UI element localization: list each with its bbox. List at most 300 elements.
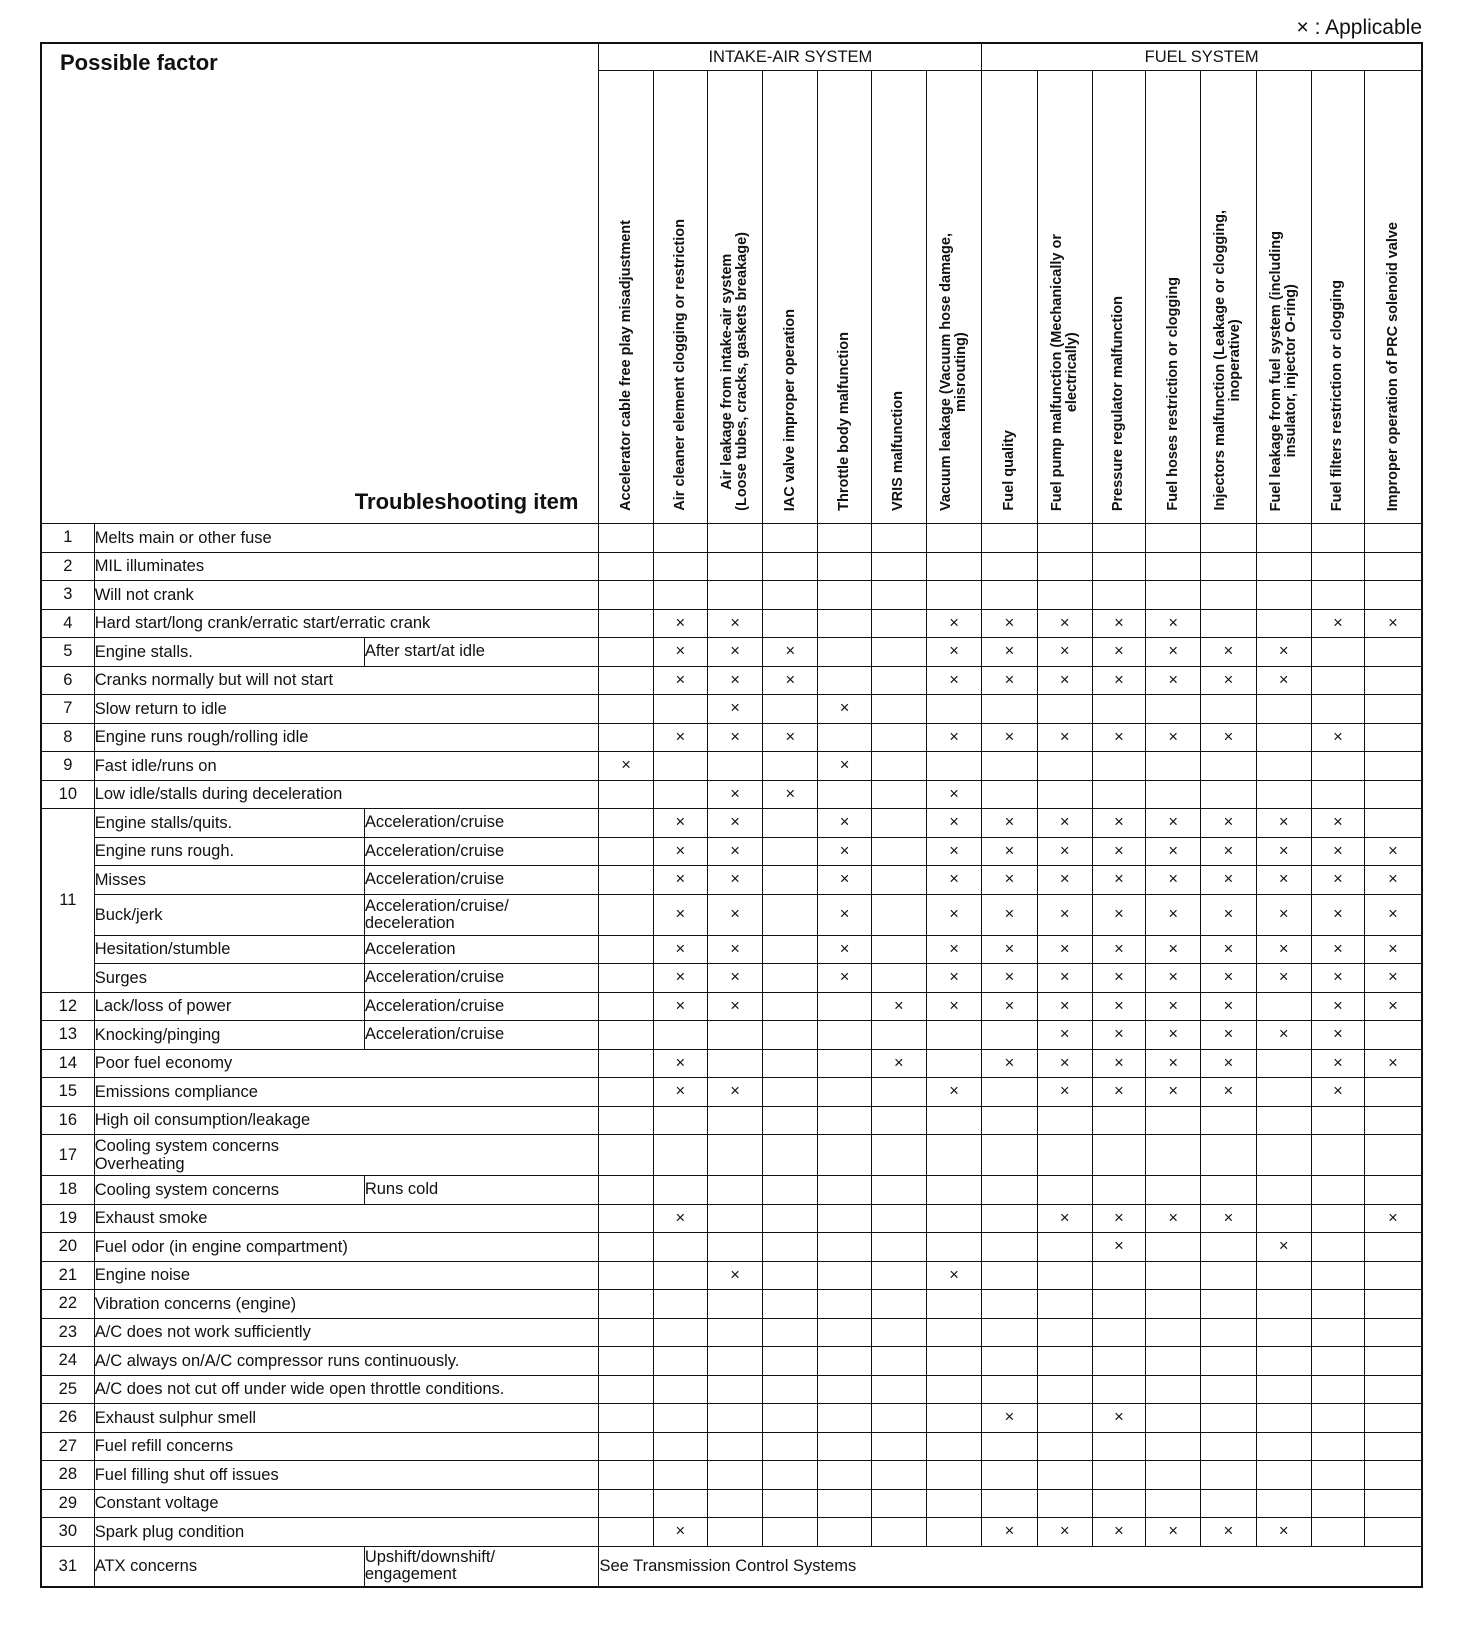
- matrix-cell: [653, 1347, 707, 1376]
- applicable-mark: ×: [1168, 841, 1178, 860]
- applicable-mark: ×: [1168, 642, 1178, 661]
- matrix-cell: [1037, 1261, 1092, 1290]
- table-row: [41, 1489, 1422, 1518]
- applicable-mark: ×: [1059, 670, 1070, 689]
- applicable-mark: ×: [839, 813, 850, 832]
- matrix-cell: [818, 752, 871, 781]
- applicable-mark: ×: [1333, 813, 1343, 832]
- matrix-cell: [1256, 1489, 1311, 1518]
- applicable-mark: ×: [730, 870, 740, 889]
- applicable-mark: ×: [1059, 813, 1070, 832]
- column-header-label: Pressure regulator malfunction: [1110, 295, 1127, 511]
- applicable-mark: ×: [1333, 613, 1343, 632]
- column-header: [926, 71, 981, 524]
- trouble-condition: After start/at idle: [364, 638, 599, 667]
- matrix-cell: [653, 1135, 707, 1176]
- matrix-cell: [763, 1204, 818, 1233]
- matrix-cell: [1365, 964, 1423, 993]
- matrix-cell: [1092, 1375, 1145, 1404]
- matrix-cell: [926, 666, 981, 695]
- matrix-cell: [1146, 666, 1201, 695]
- applicable-mark: ×: [1168, 1082, 1178, 1101]
- trouble-item: A/C does not cut off under wide open throttle conditions.: [94, 1375, 599, 1404]
- matrix-cell: [926, 837, 981, 866]
- matrix-cell: [1037, 1204, 1092, 1233]
- column-header-label: Fuel quality: [1000, 430, 1017, 511]
- matrix-cell: [871, 609, 926, 638]
- row-number: 10: [41, 780, 94, 809]
- applicable-mark: ×: [839, 968, 850, 987]
- applicable-mark: ×: [1004, 727, 1015, 746]
- applicable-mark: ×: [1004, 968, 1015, 987]
- applicable-mark: ×: [730, 1082, 740, 1101]
- matrix-cell: [1201, 1135, 1256, 1176]
- matrix-cell: [763, 809, 818, 838]
- matrix-cell: [1311, 1347, 1364, 1376]
- applicable-mark: ×: [949, 968, 959, 987]
- matrix-cell: [982, 1078, 1037, 1107]
- applicable-mark: ×: [1004, 996, 1015, 1015]
- applicable-mark: ×: [1114, 1237, 1124, 1256]
- matrix-cell: [926, 1518, 981, 1547]
- applicable-mark: ×: [1333, 727, 1343, 746]
- row-number: 27: [41, 1432, 94, 1461]
- row-number: 24: [41, 1347, 94, 1376]
- matrix-cell: [1201, 1518, 1256, 1547]
- table-row: [41, 992, 1422, 1021]
- trouble-item: Low idle/stalls during deceleration: [94, 780, 599, 809]
- matrix-cell: [1365, 752, 1423, 781]
- matrix-cell: [1201, 1290, 1256, 1319]
- applicable-mark: ×: [1333, 996, 1343, 1015]
- matrix-cell: [926, 638, 981, 667]
- matrix-cell: [599, 1106, 653, 1135]
- table-row: [41, 1021, 1422, 1050]
- matrix-cell: [653, 964, 707, 993]
- matrix-cell: [1365, 1078, 1423, 1107]
- matrix-cell: [818, 1135, 871, 1176]
- matrix-cell: [1146, 1404, 1201, 1433]
- matrix-cell: [1201, 1021, 1256, 1050]
- matrix-cell: [1365, 1404, 1423, 1433]
- matrix-cell: [1146, 723, 1201, 752]
- trouble-item: Engine stalls/quits.: [94, 809, 364, 838]
- matrix-cell: [1092, 1261, 1145, 1290]
- matrix-cell: [1037, 1176, 1092, 1205]
- matrix-cell: [763, 1404, 818, 1433]
- matrix-cell: [1092, 1518, 1145, 1547]
- matrix-cell: [763, 1518, 818, 1547]
- possible-factor-label: Possible factor: [60, 50, 218, 75]
- matrix-cell: [653, 1078, 707, 1107]
- applicable-mark: ×: [1223, 968, 1234, 987]
- matrix-cell: [1092, 992, 1145, 1021]
- column-header-label: Improper operation of PRC solenoid valve: [1384, 221, 1401, 511]
- matrix-cell: [1365, 1375, 1423, 1404]
- matrix-cell: [1092, 581, 1145, 610]
- trouble-item: Exhaust smoke: [94, 1204, 599, 1233]
- applicable-mark: ×: [675, 1082, 686, 1101]
- matrix-cell: [653, 992, 707, 1021]
- matrix-cell: [818, 666, 871, 695]
- column-header: [1365, 71, 1423, 524]
- matrix-cell: [599, 609, 653, 638]
- matrix-cell: [653, 552, 707, 581]
- matrix-cell: [707, 1290, 762, 1319]
- row-number: 8: [41, 723, 94, 752]
- table-row: [41, 1078, 1422, 1107]
- matrix-cell: [1037, 935, 1092, 964]
- applicable-mark: ×: [1388, 1053, 1398, 1072]
- matrix-cell: [926, 1233, 981, 1262]
- matrix-cell: [1365, 638, 1423, 667]
- matrix-cell: [982, 695, 1037, 724]
- matrix-cell: [1256, 581, 1311, 610]
- applicable-mark: ×: [1388, 905, 1398, 923]
- trouble-item: Buck/jerk: [94, 894, 364, 935]
- matrix-cell: [707, 894, 762, 935]
- matrix-cell: [982, 1347, 1037, 1376]
- matrix-cell: [707, 1233, 762, 1262]
- applicable-mark: ×: [1114, 1408, 1124, 1427]
- applicable-mark: ×: [1168, 996, 1178, 1015]
- applicable-mark: ×: [730, 670, 740, 689]
- matrix-cell: [1037, 780, 1092, 809]
- matrix-cell: [1256, 1375, 1311, 1404]
- applicable-mark: ×: [1059, 939, 1070, 958]
- matrix-cell: [926, 581, 981, 610]
- matrix-cell: [1311, 1518, 1364, 1547]
- matrix-cell: [1365, 1461, 1423, 1490]
- applicable-mark: ×: [1004, 870, 1015, 889]
- matrix-cell: [599, 638, 653, 667]
- row-number: 21: [41, 1261, 94, 1290]
- matrix-cell: [926, 1261, 981, 1290]
- matrix-cell: [1092, 866, 1145, 895]
- matrix-cell: [1201, 1078, 1256, 1107]
- applicable-mark: ×: [785, 670, 796, 689]
- applicable-mark: ×: [1114, 870, 1124, 889]
- matrix-cell: [871, 723, 926, 752]
- matrix-cell: [871, 1404, 926, 1433]
- matrix-cell: [763, 666, 818, 695]
- applicable-mark: ×: [1333, 1053, 1343, 1072]
- trouble-item: Fuel filling shut off issues: [94, 1461, 599, 1490]
- matrix-cell: [818, 1261, 871, 1290]
- matrix-cell: [1365, 780, 1423, 809]
- matrix-cell: [926, 1375, 981, 1404]
- matrix-cell: [926, 609, 981, 638]
- applicable-mark: ×: [621, 756, 631, 775]
- matrix-cell: [1037, 638, 1092, 667]
- matrix-cell: [599, 1078, 653, 1107]
- applicable-mark: ×: [893, 1053, 904, 1072]
- applicable-mark: ×: [730, 968, 740, 987]
- matrix-cell: [982, 1049, 1037, 1078]
- matrix-cell: [871, 552, 926, 581]
- matrix-cell: [1256, 723, 1311, 752]
- matrix-cell: [707, 1461, 762, 1490]
- matrix-cell: [1256, 695, 1311, 724]
- matrix-cell: [1201, 1049, 1256, 1078]
- applicable-mark: ×: [1059, 1082, 1070, 1101]
- matrix-cell: [1256, 866, 1311, 895]
- trouble-item: Hard start/long crank/erratic start/erratic crank: [94, 609, 599, 638]
- applicable-mark: ×: [1114, 968, 1124, 987]
- applicable-mark: ×: [1278, 968, 1289, 987]
- matrix-cell: [1365, 1318, 1423, 1347]
- matrix-cell: [1365, 1021, 1423, 1050]
- applicable-mark: ×: [1114, 1053, 1124, 1072]
- matrix-cell: [871, 780, 926, 809]
- matrix-cell: [871, 1290, 926, 1319]
- matrix-cell: [653, 723, 707, 752]
- matrix-cell: [1256, 1518, 1311, 1547]
- matrix-cell: [599, 866, 653, 895]
- table-row: [41, 723, 1422, 752]
- matrix-cell: [599, 752, 653, 781]
- applicable-mark: ×: [730, 699, 740, 718]
- applicable-mark: ×: [839, 870, 850, 889]
- matrix-cell: [653, 666, 707, 695]
- matrix-cell: [1256, 1049, 1311, 1078]
- row-number: 1: [41, 524, 94, 553]
- matrix-cell: [1201, 1233, 1256, 1262]
- matrix-cell: [707, 837, 762, 866]
- matrix-cell: [707, 552, 762, 581]
- applicable-mark: ×: [1333, 1082, 1343, 1101]
- matrix-cell: [982, 1233, 1037, 1262]
- applicable-mark: ×: [1168, 613, 1178, 632]
- matrix-cell: [1201, 894, 1256, 935]
- matrix-cell: [1037, 809, 1092, 838]
- matrix-cell: [1365, 1176, 1423, 1205]
- matrix-cell: [982, 894, 1037, 935]
- applicable-mark: ×: [1223, 1025, 1234, 1044]
- matrix-cell: [1037, 1021, 1092, 1050]
- row-number: 30: [41, 1518, 94, 1547]
- row-number: 9: [41, 752, 94, 781]
- row-number: 28: [41, 1461, 94, 1490]
- matrix-cell: [653, 1176, 707, 1205]
- matrix-cell: [1365, 1290, 1423, 1319]
- matrix-cell: [1365, 1432, 1423, 1461]
- matrix-cell: [707, 1518, 762, 1547]
- matrix-cell: [1311, 1049, 1364, 1078]
- matrix-cell: [818, 866, 871, 895]
- applicable-mark: ×: [1278, 642, 1289, 661]
- row-number: 23: [41, 1318, 94, 1347]
- matrix-cell: [1092, 752, 1145, 781]
- applicable-mark: ×: [949, 727, 959, 746]
- table-row: [41, 581, 1422, 610]
- applicable-mark: ×: [1388, 870, 1398, 889]
- row-number: 31: [41, 1546, 94, 1587]
- matrix-cell: [1256, 524, 1311, 553]
- applicable-mark: ×: [1223, 905, 1234, 923]
- applicable-mark: ×: [1114, 1025, 1124, 1044]
- trouble-item: Engine stalls.: [94, 638, 364, 667]
- matrix-cell: [763, 723, 818, 752]
- trouble-item: High oil consumption/leakage: [94, 1106, 599, 1135]
- applicable-mark: ×: [1333, 841, 1343, 860]
- trouble-item: Spark plug condition: [94, 1518, 599, 1547]
- matrix-cell: [1037, 581, 1092, 610]
- trouble-item: Engine runs rough.: [94, 837, 364, 866]
- matrix-cell: [1092, 524, 1145, 553]
- matrix-cell: [1037, 837, 1092, 866]
- matrix-cell: [818, 1078, 871, 1107]
- applicable-mark: ×: [949, 670, 959, 689]
- matrix-cell: [1037, 1347, 1092, 1376]
- matrix-cell: [982, 638, 1037, 667]
- applicable-mark: ×: [1223, 939, 1234, 958]
- matrix-cell: [1037, 609, 1092, 638]
- matrix-cell: [763, 1461, 818, 1490]
- matrix-cell: [653, 638, 707, 667]
- applicable-mark: ×: [1004, 670, 1015, 689]
- table-row: [41, 866, 1422, 895]
- matrix-cell: [818, 552, 871, 581]
- applicable-mark: ×: [1004, 813, 1015, 832]
- matrix-cell: [1365, 1489, 1423, 1518]
- applicable-mark: ×: [1114, 727, 1124, 746]
- matrix-cell: [871, 964, 926, 993]
- matrix-cell: [707, 638, 762, 667]
- applicable-mark: ×: [675, 727, 686, 746]
- matrix-cell: [818, 1049, 871, 1078]
- matrix-cell: [818, 780, 871, 809]
- trouble-condition: Upshift/downshift/ engagement: [364, 1546, 599, 1587]
- matrix-cell: [1365, 866, 1423, 895]
- matrix-cell: [653, 1049, 707, 1078]
- matrix-cell: [1146, 1318, 1201, 1347]
- matrix-cell: [1311, 695, 1364, 724]
- matrix-cell: [982, 723, 1037, 752]
- column-header: [1037, 71, 1092, 524]
- applicable-mark: ×: [1333, 1025, 1343, 1044]
- trouble-item: Surges: [94, 964, 364, 993]
- matrix-cell: [599, 1432, 653, 1461]
- matrix-cell: [1311, 1404, 1364, 1433]
- matrix-cell: [982, 752, 1037, 781]
- matrix-cell: [707, 666, 762, 695]
- matrix-cell: [1365, 609, 1423, 638]
- matrix-cell: [1146, 1078, 1201, 1107]
- matrix-cell: [982, 780, 1037, 809]
- matrix-cell: [1092, 1318, 1145, 1347]
- matrix-cell: [1311, 1078, 1364, 1107]
- matrix-cell: [982, 992, 1037, 1021]
- matrix-cell: [1365, 992, 1423, 1021]
- matrix-cell: [707, 1489, 762, 1518]
- matrix-cell: [1092, 1432, 1145, 1461]
- matrix-cell: [1201, 1347, 1256, 1376]
- matrix-cell: [1146, 1261, 1201, 1290]
- row-number: 18: [41, 1176, 94, 1205]
- matrix-cell: [818, 894, 871, 935]
- matrix-cell: [926, 1318, 981, 1347]
- matrix-cell: [1201, 524, 1256, 553]
- matrix-cell: [1256, 1176, 1311, 1205]
- header-factor-cell: [41, 43, 599, 524]
- matrix-cell: [763, 1021, 818, 1050]
- applicable-mark: ×: [675, 1208, 686, 1227]
- matrix-cell: [1146, 1518, 1201, 1547]
- applicable-mark: ×: [1059, 727, 1070, 746]
- applicable-mark: ×: [675, 870, 686, 889]
- matrix-cell: [1201, 992, 1256, 1021]
- applicable-mark: ×: [675, 968, 686, 987]
- applicable-mark: ×: [1223, 642, 1234, 661]
- applicable-mark: ×: [1114, 905, 1124, 923]
- table-row: [41, 1518, 1422, 1547]
- applicable-mark: ×: [1004, 841, 1015, 860]
- matrix-cell: [1201, 935, 1256, 964]
- matrix-cell: [763, 992, 818, 1021]
- matrix-cell: [1092, 809, 1145, 838]
- matrix-cell: [1146, 1106, 1201, 1135]
- table-row: [41, 1106, 1422, 1135]
- matrix-cell: [1311, 1106, 1364, 1135]
- matrix-cell: [653, 1261, 707, 1290]
- column-header-label: Fuel hoses restriction or clogging: [1164, 277, 1181, 511]
- matrix-cell: [982, 1261, 1037, 1290]
- applicable-mark: ×: [1223, 841, 1234, 860]
- applicable-mark: ×: [1333, 870, 1343, 889]
- column-header-label: VRIS malfunction: [890, 390, 907, 511]
- applicable-mark: ×: [1388, 939, 1398, 958]
- matrix-cell: [1201, 723, 1256, 752]
- table-row: [41, 780, 1422, 809]
- matrix-cell: [1311, 809, 1364, 838]
- matrix-cell: [599, 1518, 653, 1547]
- matrix-cell: [1201, 609, 1256, 638]
- matrix-cell: [871, 695, 926, 724]
- trouble-item: A/C always on/A/C compressor runs continuously.: [94, 1347, 599, 1376]
- matrix-cell: [1037, 1375, 1092, 1404]
- applicable-mark: ×: [1388, 841, 1398, 860]
- applicable-mark: ×: [1388, 968, 1398, 987]
- matrix-cell: [871, 1049, 926, 1078]
- matrix-cell: [1311, 752, 1364, 781]
- matrix-cell: [653, 1489, 707, 1518]
- matrix-cell: [871, 837, 926, 866]
- matrix-cell: [1037, 866, 1092, 895]
- matrix-cell: [653, 894, 707, 935]
- matrix-cell: [1092, 723, 1145, 752]
- matrix-cell: [707, 935, 762, 964]
- group-intake-air: INTAKE-AIR SYSTEM: [599, 43, 982, 71]
- matrix-cell: [1256, 1261, 1311, 1290]
- matrix-cell: [1256, 1432, 1311, 1461]
- matrix-cell: [707, 1375, 762, 1404]
- applicable-mark: ×: [839, 905, 850, 923]
- trouble-item: Will not crank: [94, 581, 599, 610]
- matrix-cell: [818, 1404, 871, 1433]
- matrix-cell: [599, 552, 653, 581]
- matrix-cell: [871, 866, 926, 895]
- matrix-cell: [1256, 1461, 1311, 1490]
- row-number: 12: [41, 992, 94, 1021]
- table-row: [41, 1461, 1422, 1490]
- matrix-cell: [1146, 1021, 1201, 1050]
- matrix-cell: [926, 1078, 981, 1107]
- matrix-cell: [763, 935, 818, 964]
- table-row: [41, 1404, 1422, 1433]
- matrix-cell: [763, 780, 818, 809]
- applicable-mark: ×: [785, 642, 796, 661]
